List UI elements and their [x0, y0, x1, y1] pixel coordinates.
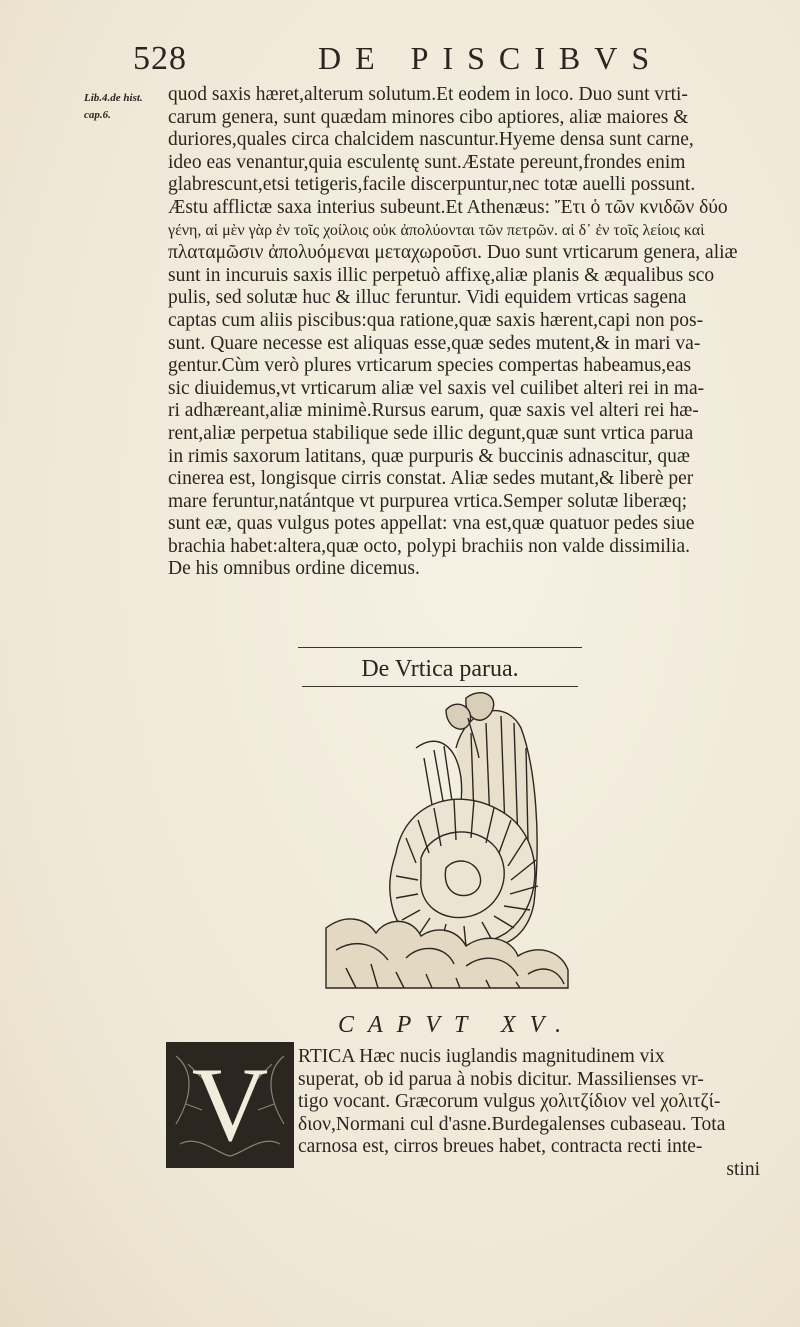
- text-line: tigo vocant. Græcorum vulgus χολιτζίδιον vel χολιτζί-: [298, 1091, 721, 1113]
- text-line: in rimis saxorum latitans, quæ purpuris & buccinis adnascitur, quæ: [168, 445, 690, 467]
- running-title: DE PISCIBVS: [318, 40, 664, 76]
- text-line: πλαταμῶσιν ἀπολυόμεναι μεταχωροῦσι. Duo sunt vrticarum genera, aliæ: [168, 242, 738, 264]
- text-line: ideo eas venantur,quia esculentę sunt.Æstate pereunt,frondes enim: [168, 151, 686, 173]
- text-line: gentur.Cùm verò plures vrticarum species compertas habeamus,eas: [168, 355, 692, 377]
- sea-anemone-woodcut-icon: [296, 688, 582, 1000]
- text-line: glabrescunt,etsi tetigeris,facile discerpuntur,nec totæ auelli possunt.: [168, 174, 696, 196]
- text-line: duriores,quales circa chalcidem nascuntur.Hyeme densa sunt carne,: [168, 129, 694, 151]
- text-line: sunt in incuruis saxis illic perpetuò affixę,aliæ planis & æqualibus sco: [168, 264, 715, 286]
- margin-note-line: cap.6.: [84, 109, 111, 121]
- text-line: sic diuidemus,vt vrticarum aliæ vel saxis vel cuilibet alteri rei in ma-: [168, 377, 705, 399]
- text-line: Æstu afflictæ saxa interius subeunt.Et Athenæus: Ἔτι ὁ τῶν κνιδῶν δύο: [168, 196, 728, 218]
- margin-note-line: Lib.4.de hist.: [84, 92, 143, 104]
- initial-letter: V: [191, 1046, 269, 1163]
- text-line: mare feruntur,natántque vt purpurea vrtica.Semper solutæ liberæq;: [168, 490, 688, 512]
- body-text: [168, 84, 762, 581]
- text-line: RTICA Hæc nucis iuglandis magnitudinem vix: [298, 1046, 665, 1067]
- text-line: pulis, sed solutæ huc & illuc feruntur. Vidi equidem vrticas sagena: [168, 287, 687, 309]
- page-number: 528: [133, 40, 187, 77]
- text-line: De his omnibus ordine dicemus.: [168, 558, 420, 580]
- margin-note: [84, 90, 154, 124]
- text-line: brachia habet:altera,quæ octo, polypi brachiis non valde dissimilia.: [168, 535, 691, 557]
- text-line: carum genera, sunt quædam minores cibo aptiores, aliæ maiores &: [168, 106, 689, 128]
- text-line: sunt. Quare necesse est aliquas esse,quæ sedes mutent,& in mari va-: [168, 332, 701, 354]
- text-line: superat, ob id parua à nobis dicitur. Massilienses vr-: [298, 1068, 704, 1090]
- chapter-heading: CAPVT XV.: [338, 1012, 576, 1038]
- text-line: cinerea est, longisque cirris constat. Aliæ sedes mutant,& liberè per: [168, 468, 694, 490]
- chapter-text: [298, 1046, 764, 1182]
- text-line: διον,Normani cul d'asne.Burdegalenses cubaseau. Tota: [298, 1113, 726, 1135]
- greek-text-line: γένη, αἱ μὲν γὰρ ἐν τοῖς χοίλοις οὐκ ἀπολύονται τῶν πετρῶν. αἱ δ᾽ ἐν τοῖς λείοις καὶ: [168, 221, 705, 239]
- section-title: De Vrtica parua.: [302, 652, 578, 687]
- text-line: ri adhæreant,aliæ minimè.Rursus earum, quæ saxis vel alteri rei hæ-: [168, 400, 699, 422]
- text-line: quod saxis hæret,alterum solutum.Et eodem in loco. Duo sunt vrti-: [168, 84, 688, 105]
- text-line: sunt eæ, quas vulgus potes appellat: vna est,quæ quatuor pedes siue: [168, 513, 695, 535]
- text-line: stini: [726, 1158, 760, 1180]
- text-line: captas cum aliis piscibus:qua ratione,quæ saxis hærent,capi non pos-: [168, 309, 704, 331]
- text-line: carnosa est, cirros breues habet, contracta recti inte-: [298, 1136, 703, 1158]
- text-line: rent,aliæ perpetua stabilique sede illic degunt,quæ sunt vrtica parua: [168, 422, 694, 444]
- section-rule: [298, 647, 582, 648]
- decorated-initial: [166, 1042, 294, 1168]
